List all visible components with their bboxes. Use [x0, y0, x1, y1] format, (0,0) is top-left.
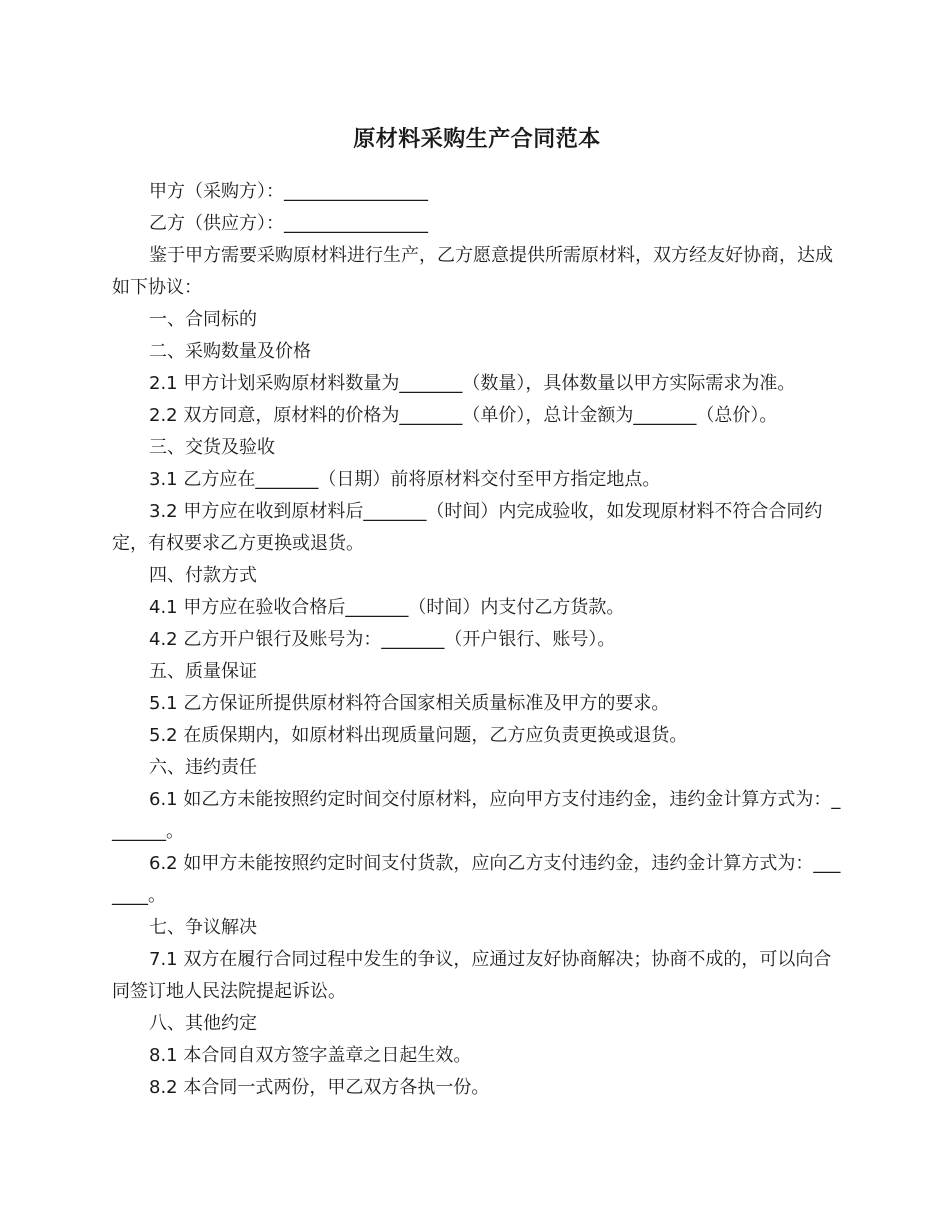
clause-paragraph: 4.1 甲方应在验收合格后_______（时间）内支付乙方货款。 — [149, 597, 625, 618]
party-b-line: 乙方（供应方）：________________ — [149, 213, 428, 234]
party-a-line: 甲方（采购方）：________________ — [149, 181, 428, 202]
clause-paragraph: 5.2 在质保期内，如原材料出现质量问题，乙方应负责更换或退货。 — [149, 725, 688, 746]
section-heading: 五、质量保证 — [149, 661, 257, 682]
clause-paragraph: 6.1 如乙方未能按照约定时间交付原材料，应向甲方支付违约金，违约金计算方式为：_______。 — [112, 789, 841, 842]
clause-paragraph: 3.1 乙方应在_______（日期）前将原材料交付至甲方指定地点。 — [149, 469, 661, 490]
clause-paragraph: 4.2 乙方开户银行及账号为：_______（开户银行、账号）。 — [149, 629, 616, 650]
preamble-paragraph: 鉴于甲方需要采购原材料进行生产，乙方愿意提供所需原材料，双方经友好协商，达成如下协议： — [112, 245, 833, 298]
clause-paragraph: 2.2 双方同意，原材料的价格为_______（单价），总计金额为_______（总价）。 — [149, 405, 778, 426]
clause-paragraph: 7.1 双方在履行合同过程中发生的争议，应通过友好协商解决；协商不成的，可以向合同签订地人民法院提起诉讼。 — [112, 949, 832, 1002]
clause-paragraph: 3.2 甲方应在收到原材料后_______（时间）内完成验收，如发现原材料不符合合同约定，有权要求乙方更换或退货。 — [112, 501, 823, 554]
clause-paragraph: 8.1 本合同自双方签字盖章之日起生效。 — [149, 1045, 472, 1066]
clause-paragraph: 2.1 甲方计划采购原材料数量为_______（数量），具体数量以甲方实际需求为准。 — [149, 373, 796, 394]
section-heading: 一、合同标的 — [149, 309, 257, 330]
section-heading: 七、争议解决 — [149, 917, 257, 938]
clause-paragraph: 8.2 本合同一式两份，甲乙双方各执一份。 — [149, 1077, 490, 1098]
clause-paragraph: 5.1 乙方保证所提供原材料符合国家相关质量标准及甲方的要求。 — [149, 693, 670, 714]
document-title: 原材料采购生产合同范本 — [353, 127, 601, 152]
document-body — [112, 176, 842, 1104]
section-heading: 八、其他约定 — [149, 1013, 257, 1034]
section-heading: 六、违约责任 — [149, 757, 257, 778]
section-heading: 四、付款方式 — [149, 565, 257, 586]
section-heading: 三、交货及验收 — [149, 437, 275, 458]
clause-paragraph: 6.2 如甲方未能按照约定时间支付货款，应向乙方支付违约金，违约金计算方式为：_______。 — [112, 853, 841, 906]
section-heading: 二、采购数量及价格 — [149, 341, 311, 362]
